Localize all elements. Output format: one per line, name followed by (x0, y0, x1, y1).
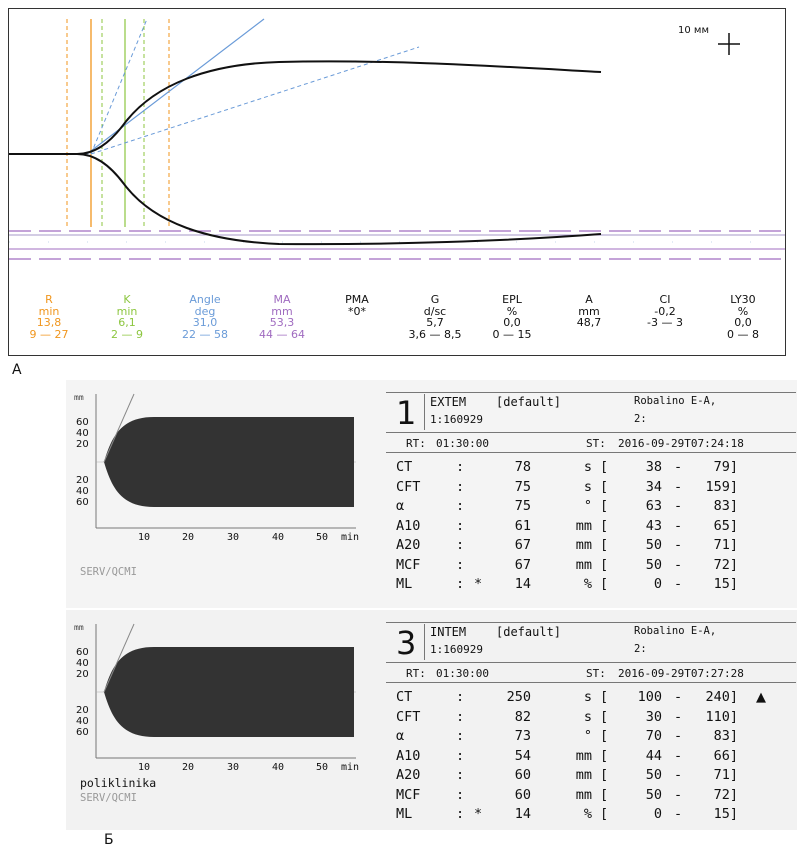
param-unit: % (737, 304, 749, 318)
param-name: MA (273, 293, 291, 306)
param-name: A20 (396, 767, 421, 783)
colon-separator: : (456, 556, 465, 573)
param-flag-star: * (474, 576, 483, 592)
param-unit: mm (575, 517, 592, 534)
range-open-bracket: [ (600, 556, 609, 573)
y-axis-unit: mm (74, 393, 84, 402)
param-value: 14 (514, 576, 531, 592)
x-tick-label: 40 (272, 532, 285, 543)
param-value: 0,0 (734, 316, 752, 329)
param-epl (472, 294, 552, 340)
param-k (87, 294, 167, 340)
sample-id: 1:160929 (430, 643, 483, 656)
table-divider (386, 682, 796, 683)
x-axis-unit: min (341, 762, 360, 773)
range-dash: - (674, 459, 683, 475)
rt-label: RT: (406, 437, 426, 450)
colon-separator: : (456, 708, 465, 725)
param-range: 3,6 — 8,5 (408, 327, 462, 341)
sample-id: 1:160929 (430, 413, 483, 426)
range-dash: - (674, 517, 683, 534)
test-number: 1 (396, 394, 417, 432)
param-range: 2 — 9 (111, 327, 143, 341)
range-high: 83] (713, 728, 738, 744)
param-value: 250 (506, 689, 531, 705)
param-value: 60 (514, 786, 531, 803)
colon-separator: : (456, 728, 465, 744)
param-unit: s (583, 689, 592, 705)
y-tick-label: 20 (76, 669, 89, 680)
range-dash: - (674, 708, 683, 725)
rotem-intem-printout (66, 610, 797, 830)
table-divider (386, 452, 796, 453)
source-label-extra: poliklinika (80, 776, 157, 790)
range-dash: - (674, 747, 683, 764)
start-time: 2016-09-29T07:24:18 (618, 437, 744, 450)
param-value: 48,7 (576, 316, 602, 329)
test-mode: [default] (496, 395, 562, 409)
channel-label: 2: (634, 413, 647, 425)
range-low: 44 (645, 747, 662, 764)
range-low: 100 (637, 689, 662, 705)
start-time: 2016-09-29T07:27:28 (618, 667, 744, 680)
range-high: 71] (713, 767, 738, 783)
param-value: 78 (514, 459, 531, 475)
range-low: 34 (645, 478, 662, 495)
clot-area (96, 647, 354, 737)
param-unit: d/sc (423, 304, 447, 318)
range-open-bracket: [ (600, 478, 609, 495)
param-value: 60 (514, 767, 531, 783)
range-open-bracket: [ (600, 498, 609, 514)
channel-label: 2: (634, 643, 647, 655)
range-open-bracket: [ (600, 806, 609, 822)
range-high: 240] (705, 689, 738, 705)
param-name: ML (396, 806, 413, 822)
range-low: 30 (645, 708, 662, 725)
y-axis-unit: mm (74, 623, 84, 632)
param-range: 9 — 27 (29, 327, 69, 341)
param-unit: s (583, 459, 592, 475)
param-unit: mm (578, 304, 600, 318)
panel-b-label: Б (104, 832, 114, 848)
param-name: G (430, 293, 440, 306)
param-unit: deg (194, 304, 216, 318)
param-ci (625, 294, 705, 329)
param-unit: mm (575, 786, 592, 803)
param-range: -3 — 3 (647, 316, 683, 329)
param-unit: % (506, 304, 518, 318)
param-name: PMA (345, 293, 369, 306)
param-name: LY30 (730, 293, 756, 306)
teg-curve-upper (9, 61, 601, 154)
teg-parameters (9, 294, 785, 354)
range-high: 15] (713, 576, 738, 592)
param-name: A10 (396, 517, 421, 534)
range-open-bracket: [ (600, 786, 609, 803)
param-ly30 (703, 294, 783, 340)
colon-separator: : (456, 517, 465, 534)
param-value: 73 (514, 728, 531, 744)
param-name: α (396, 498, 405, 514)
param-range: 0 — 15 (492, 327, 532, 341)
rotem-extem-printout (66, 380, 797, 608)
param-r (9, 294, 89, 340)
range-open-bracket: [ (600, 767, 609, 783)
x-tick-label: 20 (182, 532, 195, 543)
range-low: 50 (645, 556, 662, 573)
range-dash: - (674, 537, 683, 553)
rt-label: RT: (406, 667, 426, 680)
param-value: 13,8 (36, 316, 62, 329)
param-unit: mm (575, 537, 592, 553)
colon-separator: : (456, 786, 465, 803)
x-tick-label: 10 (138, 532, 151, 543)
range-dash: - (674, 689, 683, 705)
param-range: 22 — 58 (182, 327, 228, 341)
range-open-bracket: [ (600, 576, 609, 592)
range-high: 65] (713, 517, 738, 534)
y-tick-label: 60 (76, 497, 89, 508)
param-range: 44 — 64 (259, 327, 305, 341)
y-tick-label: 40 (76, 716, 89, 727)
scale-label: 10 мм (678, 25, 709, 36)
range-dash: - (674, 786, 683, 803)
param-angle (165, 294, 245, 340)
param-unit: % (583, 576, 592, 592)
y-tick-label: 40 (76, 658, 89, 669)
param-value: 0,0 (503, 316, 521, 329)
param-unit: s (583, 478, 592, 495)
colon-separator: : (456, 767, 465, 783)
range-open-bracket: [ (600, 689, 609, 705)
range-low: 50 (645, 537, 662, 553)
run-time: 01:30:00 (436, 437, 489, 450)
param-value: 53,3 (269, 316, 295, 329)
clot-area (96, 417, 354, 507)
param-name: A10 (396, 747, 421, 764)
param-value: 75 (514, 478, 531, 495)
patient-name: Robalino E-A, (634, 625, 717, 637)
range-dash: - (674, 498, 683, 514)
range-open-bracket: [ (600, 708, 609, 725)
y-tick-label: 60 (76, 647, 89, 658)
param-unit: s (583, 708, 592, 725)
header-divider (386, 432, 796, 433)
param-unit: ° (583, 498, 592, 514)
test-name: INTEM (430, 625, 467, 639)
source-label: SERV/QCMI (80, 566, 137, 578)
range-open-bracket: [ (600, 747, 609, 764)
teg-curve-lower (9, 154, 601, 244)
out-of-range-flag: ▲ (756, 690, 766, 705)
x-tick-label: 40 (272, 762, 285, 773)
test-number: 3 (396, 624, 417, 662)
colon-separator: : (456, 459, 465, 475)
source-label: SERV/QCMI (80, 792, 137, 804)
run-time: 01:30:00 (436, 667, 489, 680)
range-high: 66] (713, 747, 738, 764)
range-open-bracket: [ (600, 537, 609, 553)
range-open-bracket: [ (600, 517, 609, 534)
range-low: 0 (653, 806, 662, 822)
range-open-bracket: [ (600, 728, 609, 744)
param-value: 31,0 (192, 316, 218, 329)
header-divider (386, 662, 796, 663)
param-value: 82 (514, 708, 531, 725)
colon-separator: : (456, 478, 465, 495)
range-dash: - (674, 556, 683, 573)
colon-separator: : (456, 576, 465, 592)
param-value: 67 (514, 556, 531, 573)
param-name: CI (659, 293, 671, 306)
st-label: ST: (586, 437, 606, 450)
colon-separator: : (456, 498, 465, 514)
y-tick-label: 40 (76, 486, 89, 497)
colon-separator: : (456, 806, 465, 822)
range-high: 71] (713, 537, 738, 553)
rotem-thumbnail-chart (66, 380, 366, 580)
range-dash: - (674, 728, 683, 744)
param-unit: min (116, 304, 138, 318)
range-low: 43 (645, 517, 662, 534)
panel-a-label: А (12, 362, 22, 378)
param-value: 75 (514, 498, 531, 514)
param-unit: mm (271, 304, 293, 318)
param-pma (317, 294, 397, 317)
param-g (395, 294, 475, 340)
y-tick-label: 40 (76, 428, 89, 439)
y-tick-label: 20 (76, 705, 89, 716)
range-low: 0 (653, 576, 662, 592)
param-name: MCF (396, 556, 421, 573)
param-value: 6,1 (118, 316, 136, 329)
range-low: 70 (645, 728, 662, 744)
range-dash: - (674, 767, 683, 783)
param-name: Angle (189, 293, 221, 306)
range-high: 72] (713, 786, 738, 803)
y-tick-label: 60 (76, 417, 89, 428)
range-low: 63 (645, 498, 662, 514)
range-low: 38 (645, 459, 662, 475)
test-name: EXTEM (430, 395, 467, 409)
y-tick-label: 60 (76, 727, 89, 738)
patient-name: Robalino E-A, (634, 395, 717, 407)
range-high: 110] (705, 708, 738, 725)
colon-separator: : (456, 537, 465, 553)
param-name: α (396, 728, 405, 744)
range-high: 72] (713, 556, 738, 573)
angle-line (87, 19, 264, 154)
st-label: ST: (586, 667, 606, 680)
param-name: MCF (396, 786, 421, 803)
param-unit: mm (575, 767, 592, 783)
param-value: -0,2 (654, 304, 676, 318)
x-tick-label: 50 (316, 532, 329, 543)
param-unit: min (38, 304, 60, 318)
range-dash: - (674, 478, 683, 495)
param-unit: % (583, 806, 592, 822)
colon-separator: : (456, 689, 465, 705)
x-tick-label: 20 (182, 762, 195, 773)
x-axis-unit: min (341, 532, 360, 543)
y-tick-label: 20 (76, 475, 89, 486)
param-unit: ° (583, 728, 592, 744)
param-ma (242, 294, 322, 340)
test-mode: [default] (496, 625, 562, 639)
param-name: R (45, 293, 53, 306)
range-high: 79] (713, 459, 738, 475)
x-tick-label: 30 (227, 532, 240, 543)
x-tick-label: 50 (316, 762, 329, 773)
param-name: K (123, 293, 131, 306)
param-name: EPL (502, 293, 522, 306)
param-value: 14 (514, 806, 531, 822)
param-value: 54 (514, 747, 531, 764)
param-range: 0 — 8 (727, 327, 759, 341)
param-name: CFT (396, 708, 421, 725)
param-name: ML (396, 576, 413, 592)
param-name: A20 (396, 537, 421, 553)
param-value: 61 (514, 517, 531, 534)
param-a (549, 294, 629, 329)
param-flag-star: * (474, 806, 483, 822)
param-name: CT (396, 459, 413, 475)
header-vertical-rule (424, 394, 425, 430)
param-name: CT (396, 689, 413, 705)
range-low: 50 (645, 786, 662, 803)
range-open-bracket: [ (600, 459, 609, 475)
param-name: CFT (396, 478, 421, 495)
range-high: 83] (713, 498, 738, 514)
range-dash: - (674, 576, 683, 592)
angle-range-line-1 (91, 19, 147, 154)
teg-panel (8, 8, 786, 356)
range-dash: - (674, 806, 683, 822)
param-value: 5,7 (426, 316, 444, 329)
range-high: 15] (713, 806, 738, 822)
range-high: 159] (705, 478, 738, 495)
param-unit: mm (575, 556, 592, 573)
colon-separator: : (456, 747, 465, 764)
x-tick-label: 30 (227, 762, 240, 773)
param-unit: mm (575, 747, 592, 764)
header-vertical-rule (424, 624, 425, 660)
param-value: *0* (348, 304, 366, 318)
y-tick-label: 20 (76, 439, 89, 450)
param-value: 67 (514, 537, 531, 553)
x-tick-label: 10 (138, 762, 151, 773)
range-low: 50 (645, 767, 662, 783)
param-name: A (585, 293, 593, 306)
